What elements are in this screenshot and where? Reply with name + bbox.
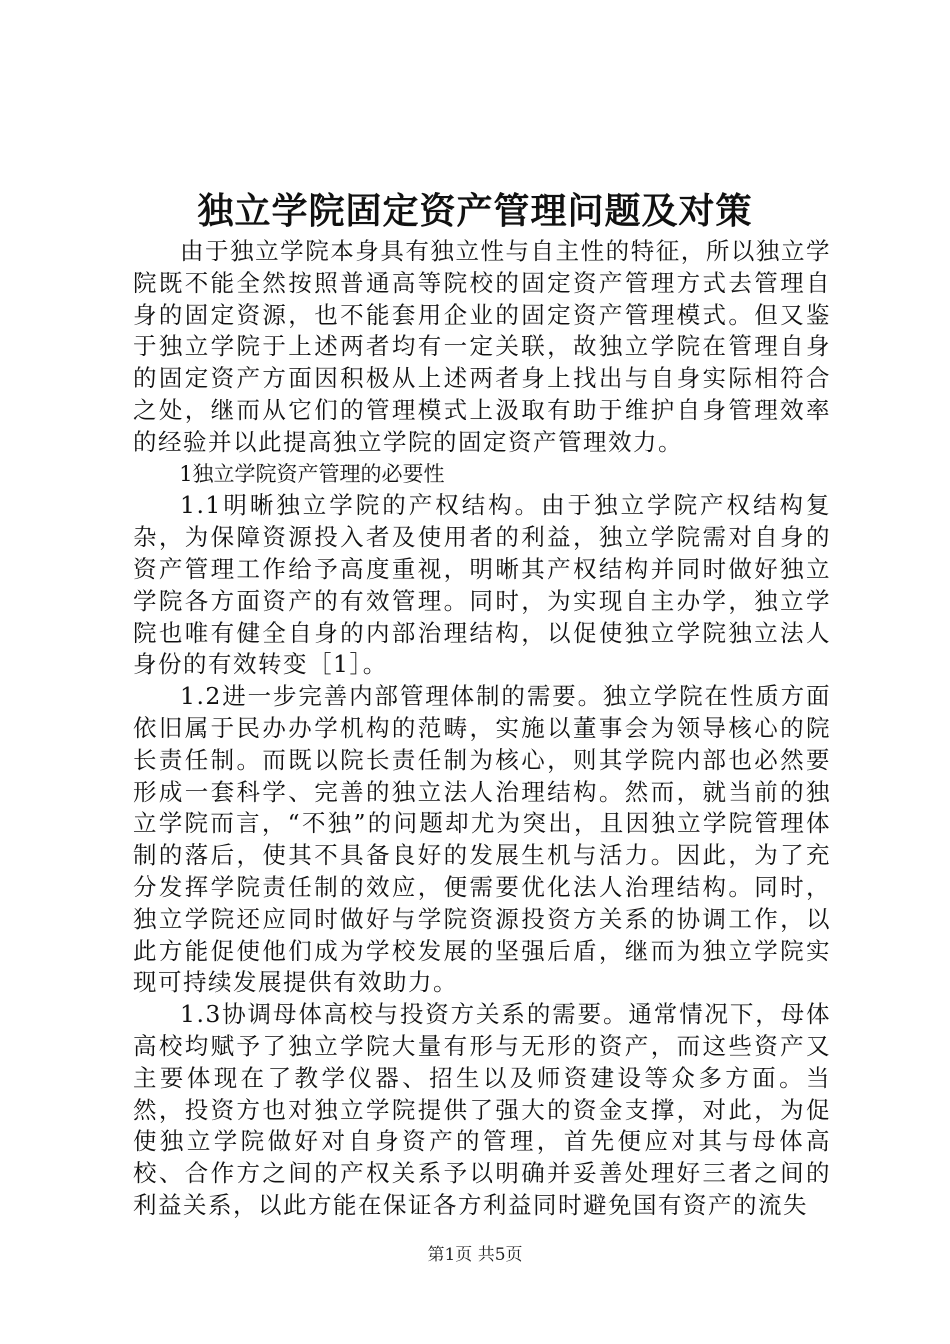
document-body bbox=[133, 236, 831, 1222]
section-paragraph: 1.1明晰独立学院的产权结构。由于独立学院产权结构复杂，为保障资源投入者及使用者的利益，独立学院需对自身的资产管理工作给予高度重视，明晰其产权结构并同时做好独立学院各方面资产的有效管理。同时，为实现自主办学，独立学院也唯有健全自身的内部治理结构，以促使独立学院独立法人身份的有效转变［1］。 bbox=[133, 491, 831, 679]
section-heading: 1独立学院资产管理的必要性 bbox=[179, 461, 445, 486]
document-title: 独立学院固定资产管理问题及对策 bbox=[197, 190, 753, 232]
section-paragraph: 1.3协调母体高校与投资方关系的需要。通常情况下，母体高校均赋予了独立学院大量有形与无形的资产，而这些资产又主要体现在了教学仪器、招生以及师资建设等众多方面。当然，投资方也对独立学院提供了强大的资金支撑，对此，为促使独立学院做好对自身资产的管理，首先便应对其与母体高校、合作方之间的产权关系予以明确并妥善处理好三者之间的利益关系，以此方能在保证各方利益同时避免国有资产的流失 bbox=[133, 1000, 831, 1219]
page-footer: 第1页 共5页 bbox=[427, 1245, 523, 1265]
section-paragraph: 1.2进一步完善内部管理体制的需要。独立学院在性质方面依旧属于民办办学机构的范畴，实施以董事会为领导核心的院长责任制。而既以院长责任制为核心，则其学院内部也必然要形成一套科学、完善的独立法人治理结构。然而，就当前的独立学院而言，“不独”的问题却尤为突出，且因独立学院管理体制的落后，使其不具备良好的发展生机与活力。因此，为了充分发挥学院责任制的效应，便需要优化法人治理结构。同时，独立学院还应同时做好与学院资源投资方关系的协调工作，以此方能促使他们成为学校发展的坚强后盾，继而为独立学院实现可持续发展提供有效助力。 bbox=[133, 682, 831, 997]
intro-paragraph: 由于独立学院本身具有独立性与自主性的特征，所以独立学院既不能全然按照普通高等院校的固定资产管理方式去管理自身的固定资源，也不能套用企业的固定资产管理模式。但又鉴于独立学院于上述两者均有一定关联，故独立学院在管理自身的固定资产方面因积极从上述两者身上找出与自身实际相符合之处，继而从它们的管理模式上汲取有助于维护自身管理效率的经验并以此提高独立学院的固定资产管理效力。 bbox=[133, 237, 831, 456]
